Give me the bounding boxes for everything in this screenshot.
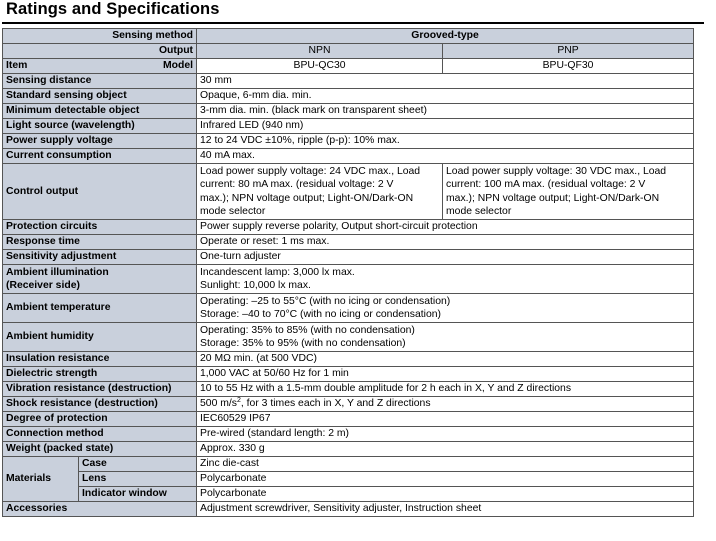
row-label: Power supply voltage (3, 134, 197, 149)
shock-value-sup: 2 (236, 397, 241, 405)
row-value (197, 397, 694, 412)
model-npn: BPU-QC30 (197, 59, 443, 74)
row-value: 1,000 VAC at 50/60 Hz for 1 min (197, 367, 694, 382)
row-label: Insulation resistance (3, 352, 197, 367)
table-row (3, 352, 694, 367)
table-row (3, 427, 694, 442)
control-output-pnp-line: max.); NPN voltage output; Light-ON/Dark-ON (446, 192, 660, 204)
output-label: Output (3, 44, 197, 59)
row-value (197, 265, 694, 294)
header-row-sensing-method (3, 29, 694, 44)
table-row (3, 382, 694, 397)
output-pnp: PNP (443, 44, 694, 59)
row-label (3, 265, 197, 294)
row-value-line: Operating: –25 to 55°C (with no icing or condensation) (200, 295, 451, 307)
table-row (3, 442, 694, 457)
row-value-line: Incandescent lamp: 3,000 lx max. (200, 266, 355, 278)
row-value-line: Storage: –40 to 70°C (with no icing or condensation) (200, 309, 441, 320)
row-label: Standard sensing object (3, 89, 197, 104)
table-row (3, 265, 694, 294)
row-value: 40 mA max. (197, 149, 694, 164)
row-label: Control output (3, 164, 197, 220)
table-row (3, 323, 694, 352)
table-row (3, 104, 694, 119)
materials-label: Materials (3, 457, 79, 502)
header-row-model (3, 59, 694, 74)
row-label-line: Ambient illumination (6, 266, 109, 278)
row-label: Connection method (3, 427, 197, 442)
row-label: Weight (packed state) (3, 442, 197, 457)
table-row (3, 74, 694, 89)
row-value: Pre-wired (standard length: 2 m) (197, 427, 694, 442)
materials-indicator-value: Polycarbonate (197, 487, 694, 502)
row-value-line: Sunlight: 10,000 lx max. (200, 280, 311, 291)
control-output-pnp-line: Load power supply voltage: 30 VDC max., Load (446, 165, 667, 177)
model-pnp: BPU-QF30 (443, 59, 694, 74)
row-label: Current consumption (3, 149, 197, 164)
row-value: Opaque, 6-mm dia. min. (197, 89, 694, 104)
model-label: Model (163, 60, 194, 72)
row-value: 12 to 24 VDC ±10%, ripple (p-p): 10% max. (197, 134, 694, 149)
row-value: 30 mm (197, 74, 694, 89)
row-value: 3-mm dia. min. (black mark on transparent sheet) (197, 104, 694, 119)
table-row (3, 457, 694, 472)
row-value: Power supply reverse polarity, Output short-circuit protection (197, 220, 694, 235)
row-label: Shock resistance (destruction) (3, 397, 197, 412)
table-row (3, 487, 694, 502)
shock-value-post: , for 3 times each in X, Y and Z directions (240, 398, 431, 410)
row-label: Vibration resistance (destruction) (3, 382, 197, 397)
table-row (3, 235, 694, 250)
row-label: Minimum detectable object (3, 104, 197, 119)
materials-lens-value: Polycarbonate (197, 472, 694, 487)
row-label: Light source (wavelength) (3, 119, 197, 134)
control-output-npn-line: current: 80 mA max. (residual voltage: 2 V (200, 179, 394, 190)
row-value: Infrared LED (940 nm) (197, 119, 694, 134)
control-output-npn-line: mode selector (200, 206, 266, 217)
row-label: Protection circuits (3, 220, 197, 235)
materials-indicator-label: Indicator window (79, 487, 197, 502)
row-label: Sensing distance (3, 74, 197, 89)
materials-case-value: Zinc die-cast (197, 457, 694, 472)
table-row (3, 250, 694, 265)
table-row (3, 220, 694, 235)
row-value: Adjustment screwdriver, Sensitivity adjuster, Instruction sheet (197, 502, 694, 517)
table-row (3, 164, 694, 220)
table-row (3, 397, 694, 412)
materials-case-label: Case (79, 457, 197, 472)
control-output-npn (197, 164, 443, 220)
table-row (3, 149, 694, 164)
header-row-output (3, 44, 694, 59)
row-value: 20 MΩ min. (at 500 VDC) (197, 352, 694, 367)
row-label: Ambient humidity (3, 323, 197, 352)
control-output-npn-line: Load power supply voltage: 24 VDC max., Load (200, 165, 421, 177)
table-row (3, 502, 694, 517)
title-underline (2, 22, 704, 24)
row-label: Response time (3, 235, 197, 250)
table-row (3, 119, 694, 134)
row-value-line: Operating: 35% to 85% (with no condensation) (200, 324, 415, 336)
output-npn: NPN (197, 44, 443, 59)
row-value: One-turn adjuster (197, 250, 694, 265)
materials-lens-label: Lens (79, 472, 197, 487)
page-title: Ratings and Specifications (6, 0, 220, 18)
table-row (3, 89, 694, 104)
control-output-npn-line: max.); NPN voltage output; Light-ON/Dark-ON (200, 192, 414, 204)
table-row (3, 294, 694, 323)
row-label-line: (Receiver side) (6, 280, 80, 291)
control-output-pnp (443, 164, 694, 220)
shock-value-pre: 500 m/s (200, 398, 237, 410)
row-label: Sensitivity adjustment (3, 250, 197, 265)
row-label: Degree of protection (3, 412, 197, 427)
row-value: Approx. 330 g (197, 442, 694, 457)
control-output-pnp-line: current: 100 mA max. (residual voltage: 2 V (446, 179, 646, 190)
sensing-method-value: Grooved-type (197, 29, 694, 44)
control-output-pnp-line: mode selector (446, 206, 512, 217)
spec-table (2, 28, 694, 517)
row-value: IEC60529 IP67 (197, 412, 694, 427)
row-value-line: Storage: 35% to 95% (with no condensation) (200, 338, 406, 349)
row-value: Operate or reset: 1 ms max. (197, 235, 694, 250)
table-row (3, 134, 694, 149)
item-label: Item (6, 60, 28, 72)
row-value: 10 to 55 Hz with a 1.5-mm double amplitude for 2 h each in X, Y and Z directions (197, 382, 694, 397)
row-value (197, 323, 694, 352)
sensing-method-label: Sensing method (3, 29, 197, 44)
row-label: Accessories (3, 502, 197, 517)
item-model-header (3, 59, 197, 74)
table-row (3, 367, 694, 382)
table-row (3, 412, 694, 427)
row-label: Ambient temperature (3, 294, 197, 323)
row-label: Dielectric strength (3, 367, 197, 382)
table-row (3, 472, 694, 487)
row-value (197, 294, 694, 323)
